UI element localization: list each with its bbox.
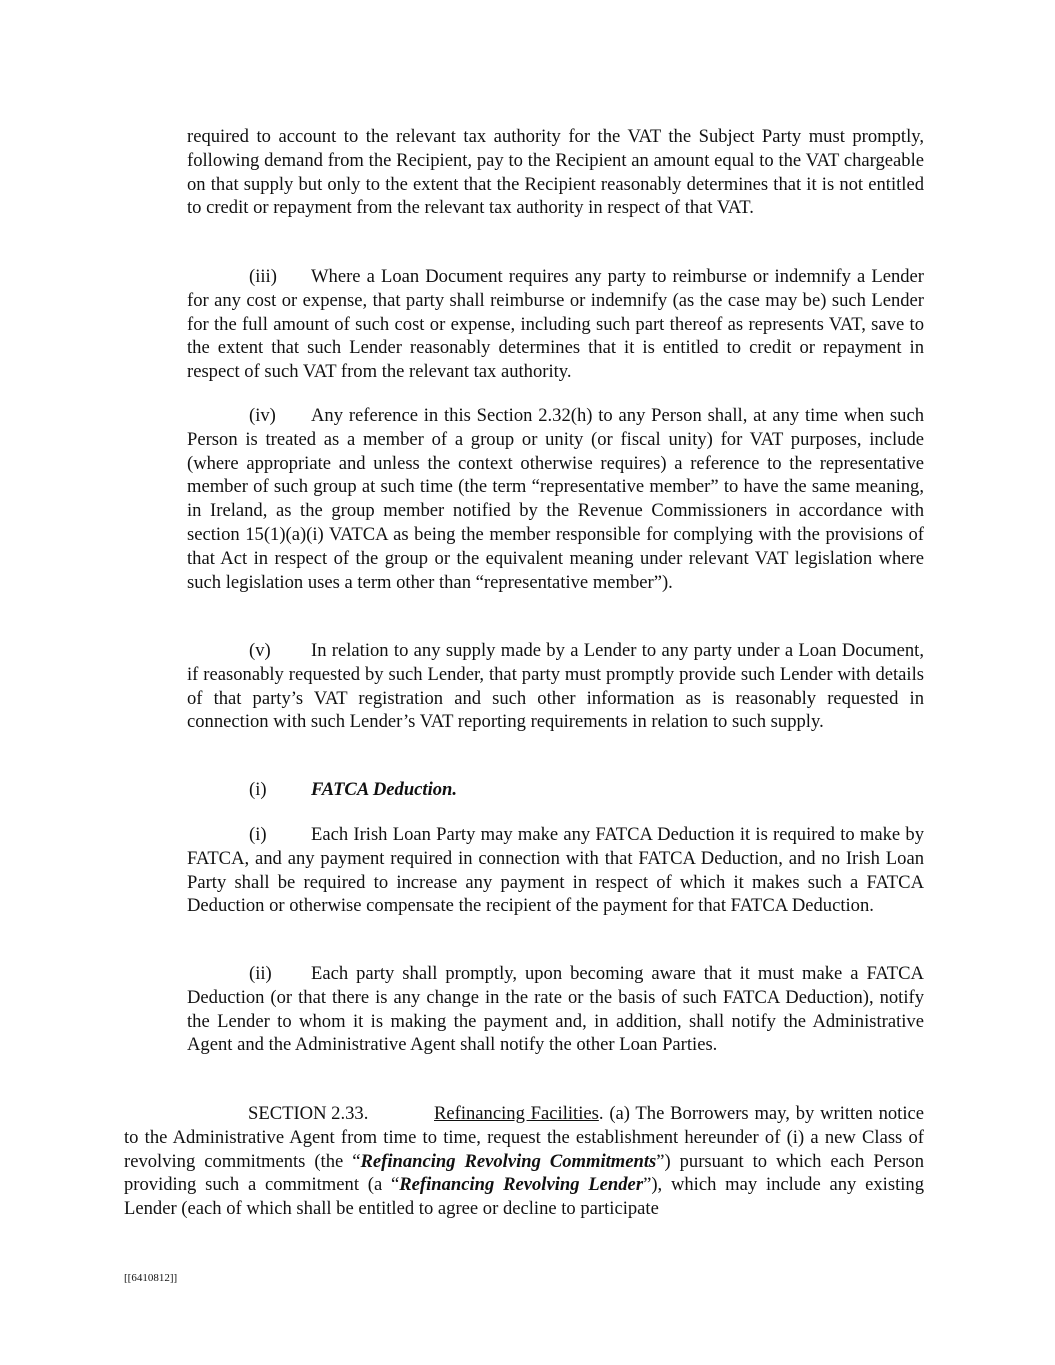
- section-text: ”) pursuant to which each Person providing such a commitment (a “: [124, 1150, 925, 1196]
- item-text: Each Irish Loan Party may make any FATCA Deduction it is required to make by FATCA, and any payment required in connection with that FATCA Deduction, and no Irish Loan Party shall be required to increase any payment in respect of which it makes such a FATCA Deduction or otherwise compensate the recipient of the payment for that FATCA Deduction.: [187, 824, 924, 917]
- item-text: Each party shall promptly, upon becoming aware that it must make a FATCA Deduction (or that there is any change in the rate or the basis of such FATCA Deduction), notify the Lender to whom it is making the payment and, in addition, shall notify the Administrative Agent and the Administrative Agent shall notify the other Loan Parties.: [187, 963, 924, 1056]
- item-number: (iii): [249, 266, 277, 287]
- section-title: Refinancing Facilities: [434, 1103, 599, 1124]
- section-text: ”), which may include any existing Lender (each of which shall be entitled to agree or decline to participate: [124, 1174, 924, 1220]
- item-text: Where a Loan Document requires any party to reimburse or indemnify a Lender for any cost or expense, that party shall reimburse or indemnify (as the case may be) such Lender for the full amount of such cost or expense, including such part thereof as represents VAT, save to the extent that such Lender reasonably determines that it is entitled to credit or repayment in respect of such VAT from the relevant tax authority.: [187, 266, 924, 383]
- vat-item-iv: [187, 404, 924, 594]
- vat-item-v: [187, 639, 924, 734]
- defined-term: Refinancing Revolving Lender: [399, 1174, 644, 1196]
- item-text: Any reference in this Section 2.32(h) to any Person shall, at any time when such Person is treated as a member of a group or unity (or fiscal unity) for VAT purposes, include (where appropriate and unless the context otherwise requires) a reference to the representative member of such group at such time (the term “representative member” to have the same meaning, in Ireland, as the group member notified by the Revenue Commissioners in accordance with section 15(1)(a)(i) VATCA as being the member responsible for complying with the provisions of that Act in respect of the group or the equivalent meaning under relevant VAT legislation where such legislation uses a term other than “representative member”).: [187, 405, 924, 593]
- section-number: SECTION 2.33.: [248, 1103, 369, 1124]
- item-text: In relation to any supply made by a Lender to any party under a Loan Document, if reasonably requested by such Lender, that party must promptly provide such Lender with details of that party’s VAT registration and such other information as is reasonably requested in connection with such Lender’s VAT reporting requirements in relation to such supply.: [187, 640, 924, 733]
- item-number: (v): [249, 640, 271, 661]
- heading-number: (i): [249, 779, 267, 800]
- item-number: (i): [249, 824, 267, 845]
- vat-item-iii: [187, 265, 924, 384]
- fatca-item-i: [187, 823, 924, 918]
- fatca-item-ii: [187, 962, 924, 1057]
- section-text: . (a) The Borrowers may, by written notice to the Administrative Agent from time to time, request the establishment hereunder of (i) a new Class of revolving commitments (the “: [124, 1103, 925, 1172]
- continuation-paragraph: required to account to the relevant tax authority for the VAT the Subject Party must promptly, following demand from the Recipient, pay to the Recipient an amount equal to the VAT chargeable on that supply but only to the extent that the Recipient reasonably determines that it is not entitled to credit or repayment from the relevant tax authority in respect of that VAT.: [187, 126, 924, 219]
- defined-term: Refinancing Revolving Commitments: [360, 1150, 657, 1172]
- item-number: (ii): [249, 963, 272, 984]
- fatca-heading: [187, 778, 924, 802]
- item-number: (iv): [249, 405, 276, 426]
- heading-title: FATCA Deduction.: [311, 779, 458, 800]
- document-id-footer: [[6410812]]: [124, 1272, 178, 1284]
- section-2-33-paragraph: [124, 1102, 924, 1221]
